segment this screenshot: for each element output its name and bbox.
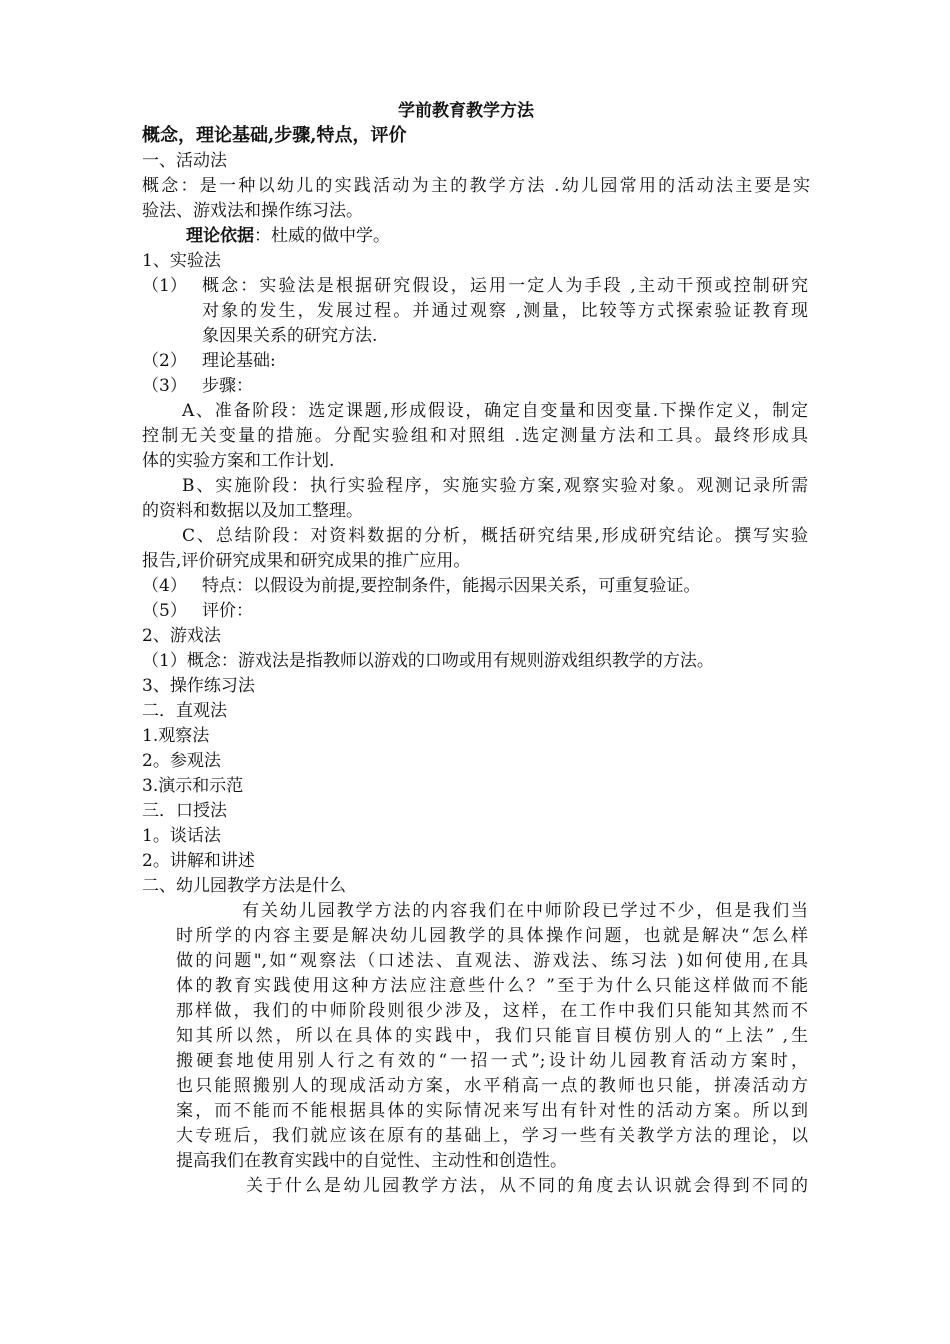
paragraph-line: 案，而不能而不能根据具体的实际情况来写出有针对性的活动方案。所以到	[176, 1101, 808, 1121]
section-subtitle: 概念，理论基础,步骤,特点，评价	[142, 125, 407, 146]
text-line: 特点：以假设为前提,要控制条件，能揭示因果关系，可重复验证。	[202, 576, 701, 596]
text-line: （1）概念：游戏法是指教师以游戏的口吻或用有规则游戏组织教学的方法。	[142, 651, 714, 671]
paragraph-line: 做的问题",如“观察法（口述法、直观法、游戏法、练习法 )如何使用,在具	[176, 951, 808, 971]
heading-game-method: 2、游戏法	[142, 626, 221, 646]
text-line: 验法、游戏法和操作练习法。	[142, 201, 363, 221]
heading-what-is-method: 二、幼儿园教学方法是什么	[142, 876, 346, 896]
paragraph-line: 搬硬套地使用别人行之有效的“一招一式”;设计幼儿园教育活动方案时，	[176, 1051, 808, 1071]
text-line: 理论基础:	[202, 351, 276, 371]
text-line: 体的实验方案和工作计划.	[142, 451, 335, 471]
heading-experiment-method: 1、实验法	[142, 251, 221, 271]
text-span: ：杜威的做中学。	[254, 226, 390, 246]
text-line: 概念：实验法是根据研究假设，运用一定人为手段 ,主动干预或控制研究	[202, 276, 808, 296]
list-item: 2。参观法	[142, 751, 221, 771]
heading-activity-method: 一、活动法	[142, 151, 227, 171]
list-number: （4）	[142, 576, 187, 596]
text-line: C、总结阶段：对资料数据的分析，概括研究结果,形成研究结论。撰写实验	[182, 526, 808, 546]
list-item: 3.演示和示范	[142, 776, 244, 796]
paragraph-line: 提高我们在教育实践中的自觉性、主动性和创造性。	[176, 1151, 567, 1171]
list-number: （2）	[142, 351, 187, 371]
list-number: （5）	[142, 601, 187, 621]
text-line: 象因果关系的研究方法.	[202, 326, 378, 346]
paragraph-line: 时所学的内容主要是解决幼儿园教学的具体操作问题，也就是解决“怎么样	[176, 926, 808, 946]
text-line: 的资料和数据以及加工整理。	[142, 501, 363, 521]
paragraph-line: 关于什么是幼儿园教学方法，从不同的角度去认识就会得到不同的	[246, 1176, 808, 1196]
paragraph-line: 知其所以然，所以在具体的实践中，我们只能盲目模仿别人的“上法” ,生	[176, 1026, 808, 1046]
paragraph-line: 那样做，我们的中师阶段则很少涉及，这样，在工作中我们只能知其然而不	[176, 1001, 808, 1021]
text-line: 对象的发生，发展过程。并通过观察 ,测量，比较等方式探索验证教育现	[202, 301, 808, 321]
label-theory-basis: 理论依据	[186, 226, 254, 246]
list-item: 1.观察法	[142, 726, 210, 746]
paragraph-line: 大专班后，我们就应该在原有的基础上，学习一些有关教学方法的理论，以	[176, 1126, 808, 1146]
heading-oral-method: 三．口授法	[142, 801, 227, 821]
heading-practice-method: 3、操作练习法	[142, 676, 255, 696]
text-line: 评价：	[202, 601, 253, 621]
text-line	[186, 224, 390, 248]
list-number: （1）	[142, 276, 187, 296]
text-line: 报告,评价研究成果和研究成果的推广应用。	[142, 551, 471, 571]
text-line: 步骤：	[202, 376, 253, 396]
page-title: 学前教育教学方法	[398, 101, 534, 121]
text-line: 概念：是一种以幼儿的实践活动为主的教学方法 .幼儿园常用的活动法主要是实	[142, 176, 810, 196]
text-line: A、准备阶段：选定课题,形成假设，确定自变量和因变量.下操作定义，制定	[182, 401, 808, 421]
list-number: （3）	[142, 376, 187, 396]
paragraph-line: 也只能照搬别人的现成活动方案，水平稍高一点的教师也只能，拼凑活动方	[176, 1076, 808, 1096]
heading-visual-method: 二．直观法	[142, 701, 227, 721]
paragraph-line: 体的教育实践使用这种方法应注意些什么？”至于为什么只能这样做而不能	[176, 976, 808, 996]
paragraph-line: 有关幼儿园教学方法的内容我们在中师阶段已学过不少，但是我们当	[242, 901, 808, 921]
list-item: 1。谈话法	[142, 826, 221, 846]
text-line: 控制无关变量的措施。分配实验组和对照组 .选定测量方法和工具。最终形成具	[142, 426, 808, 446]
list-item: 2。讲解和讲述	[142, 851, 255, 871]
text-line: B、实施阶段：执行实验程序，实施实验方案,观察实验对象。观测记录所需	[182, 476, 808, 496]
